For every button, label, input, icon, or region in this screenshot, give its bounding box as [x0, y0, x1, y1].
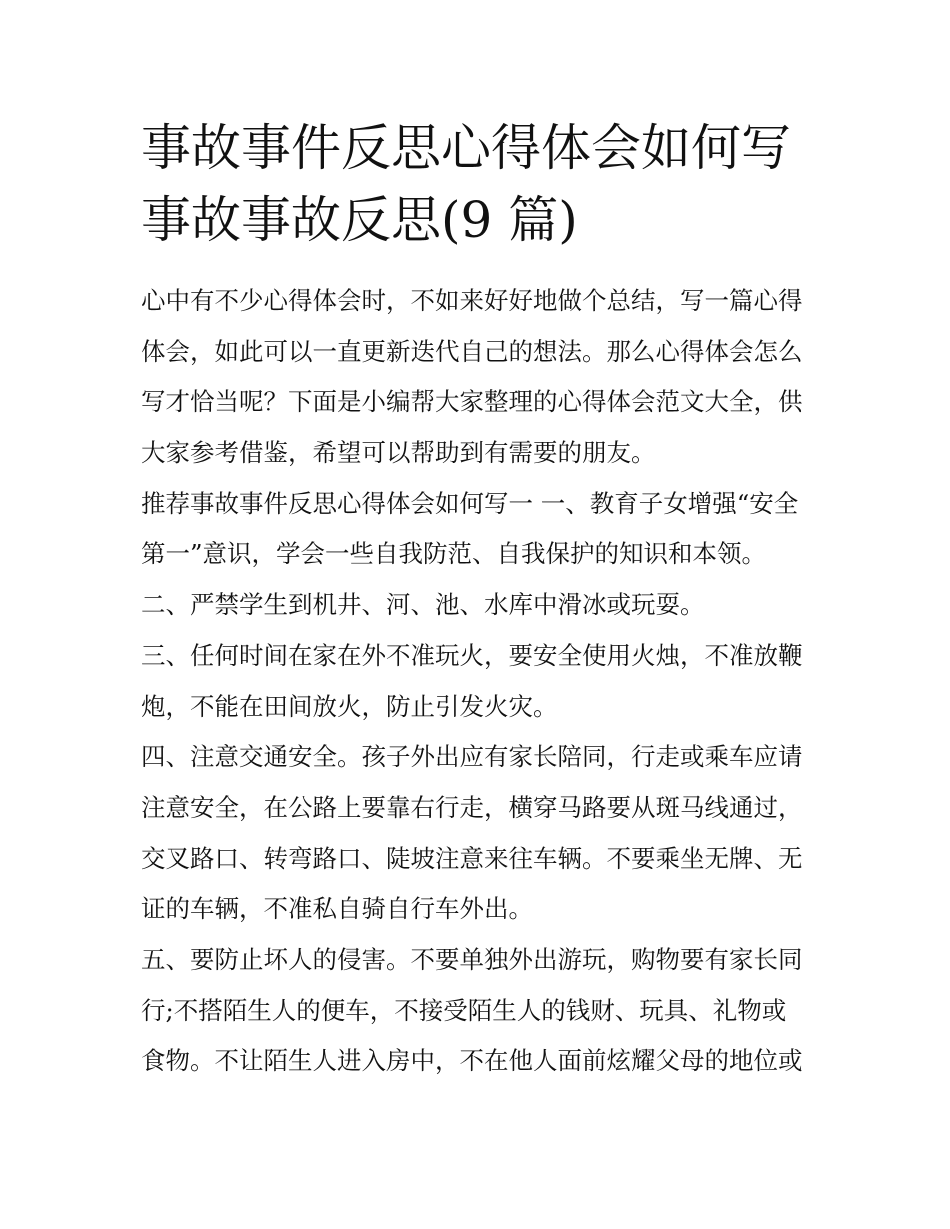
title-line-1: 事故事件反思心得体会如何写: [141, 119, 791, 177]
title-line-2: 事故事故反思(9 篇): [141, 191, 578, 249]
body-line: 三、任何时间在家在外不准玩火，要安全使用火烛，不准放鞭: [141, 640, 803, 670]
document-title: [141, 112, 841, 256]
body-line: 写才恰当呢？下面是小编帮大家整理的心得体会范文大全，供: [141, 387, 803, 417]
body-line: 大家参考借鉴，希望可以帮助到有需要的朋友。: [141, 438, 656, 468]
body-line: 体会，如此可以一直更新迭代自己的想法。那么心得体会怎么: [141, 336, 803, 366]
body-line: 证的车辆，不准私自骑自行车外出。: [141, 894, 533, 924]
body-line: 二、严禁学生到机井、河、池、水库中滑冰或玩耍。: [141, 590, 705, 620]
body-line: 食物。不让陌生人进入房中，不在他人面前炫耀父母的地位或: [141, 1046, 803, 1076]
body-line: 五、要防止坏人的侵害。不要单独外出游玩，购物要有家长同: [141, 944, 803, 974]
body-line: 第一”意识，学会一些自我防范、自我保护的知识和本领。: [141, 539, 767, 569]
body-line: 炮，不能在田间放火，防止引发火灾。: [141, 691, 558, 721]
body-line: 心中有不少心得体会时，不如来好好地做个总结，写一篇心得: [141, 286, 803, 315]
body-line: 交叉路口、转弯路口、陡坡注意来往车辆。不要乘坐无牌、无: [141, 843, 803, 873]
document-body: [141, 276, 821, 1087]
body-line: 四、注意交通安全。孩子外出应有家长陪同，行走或乘车应请: [141, 742, 803, 772]
body-line: 行;不搭陌生人的便车，不接受陌生人的钱财、玩具、礼物或: [141, 995, 787, 1025]
body-line: 推荐事故事件反思心得体会如何写一 一、教育子女增强“安全: [141, 488, 799, 518]
body-line: 注意安全，在公路上要靠右行走，横穿马路要从斑马线通过，: [141, 792, 803, 822]
